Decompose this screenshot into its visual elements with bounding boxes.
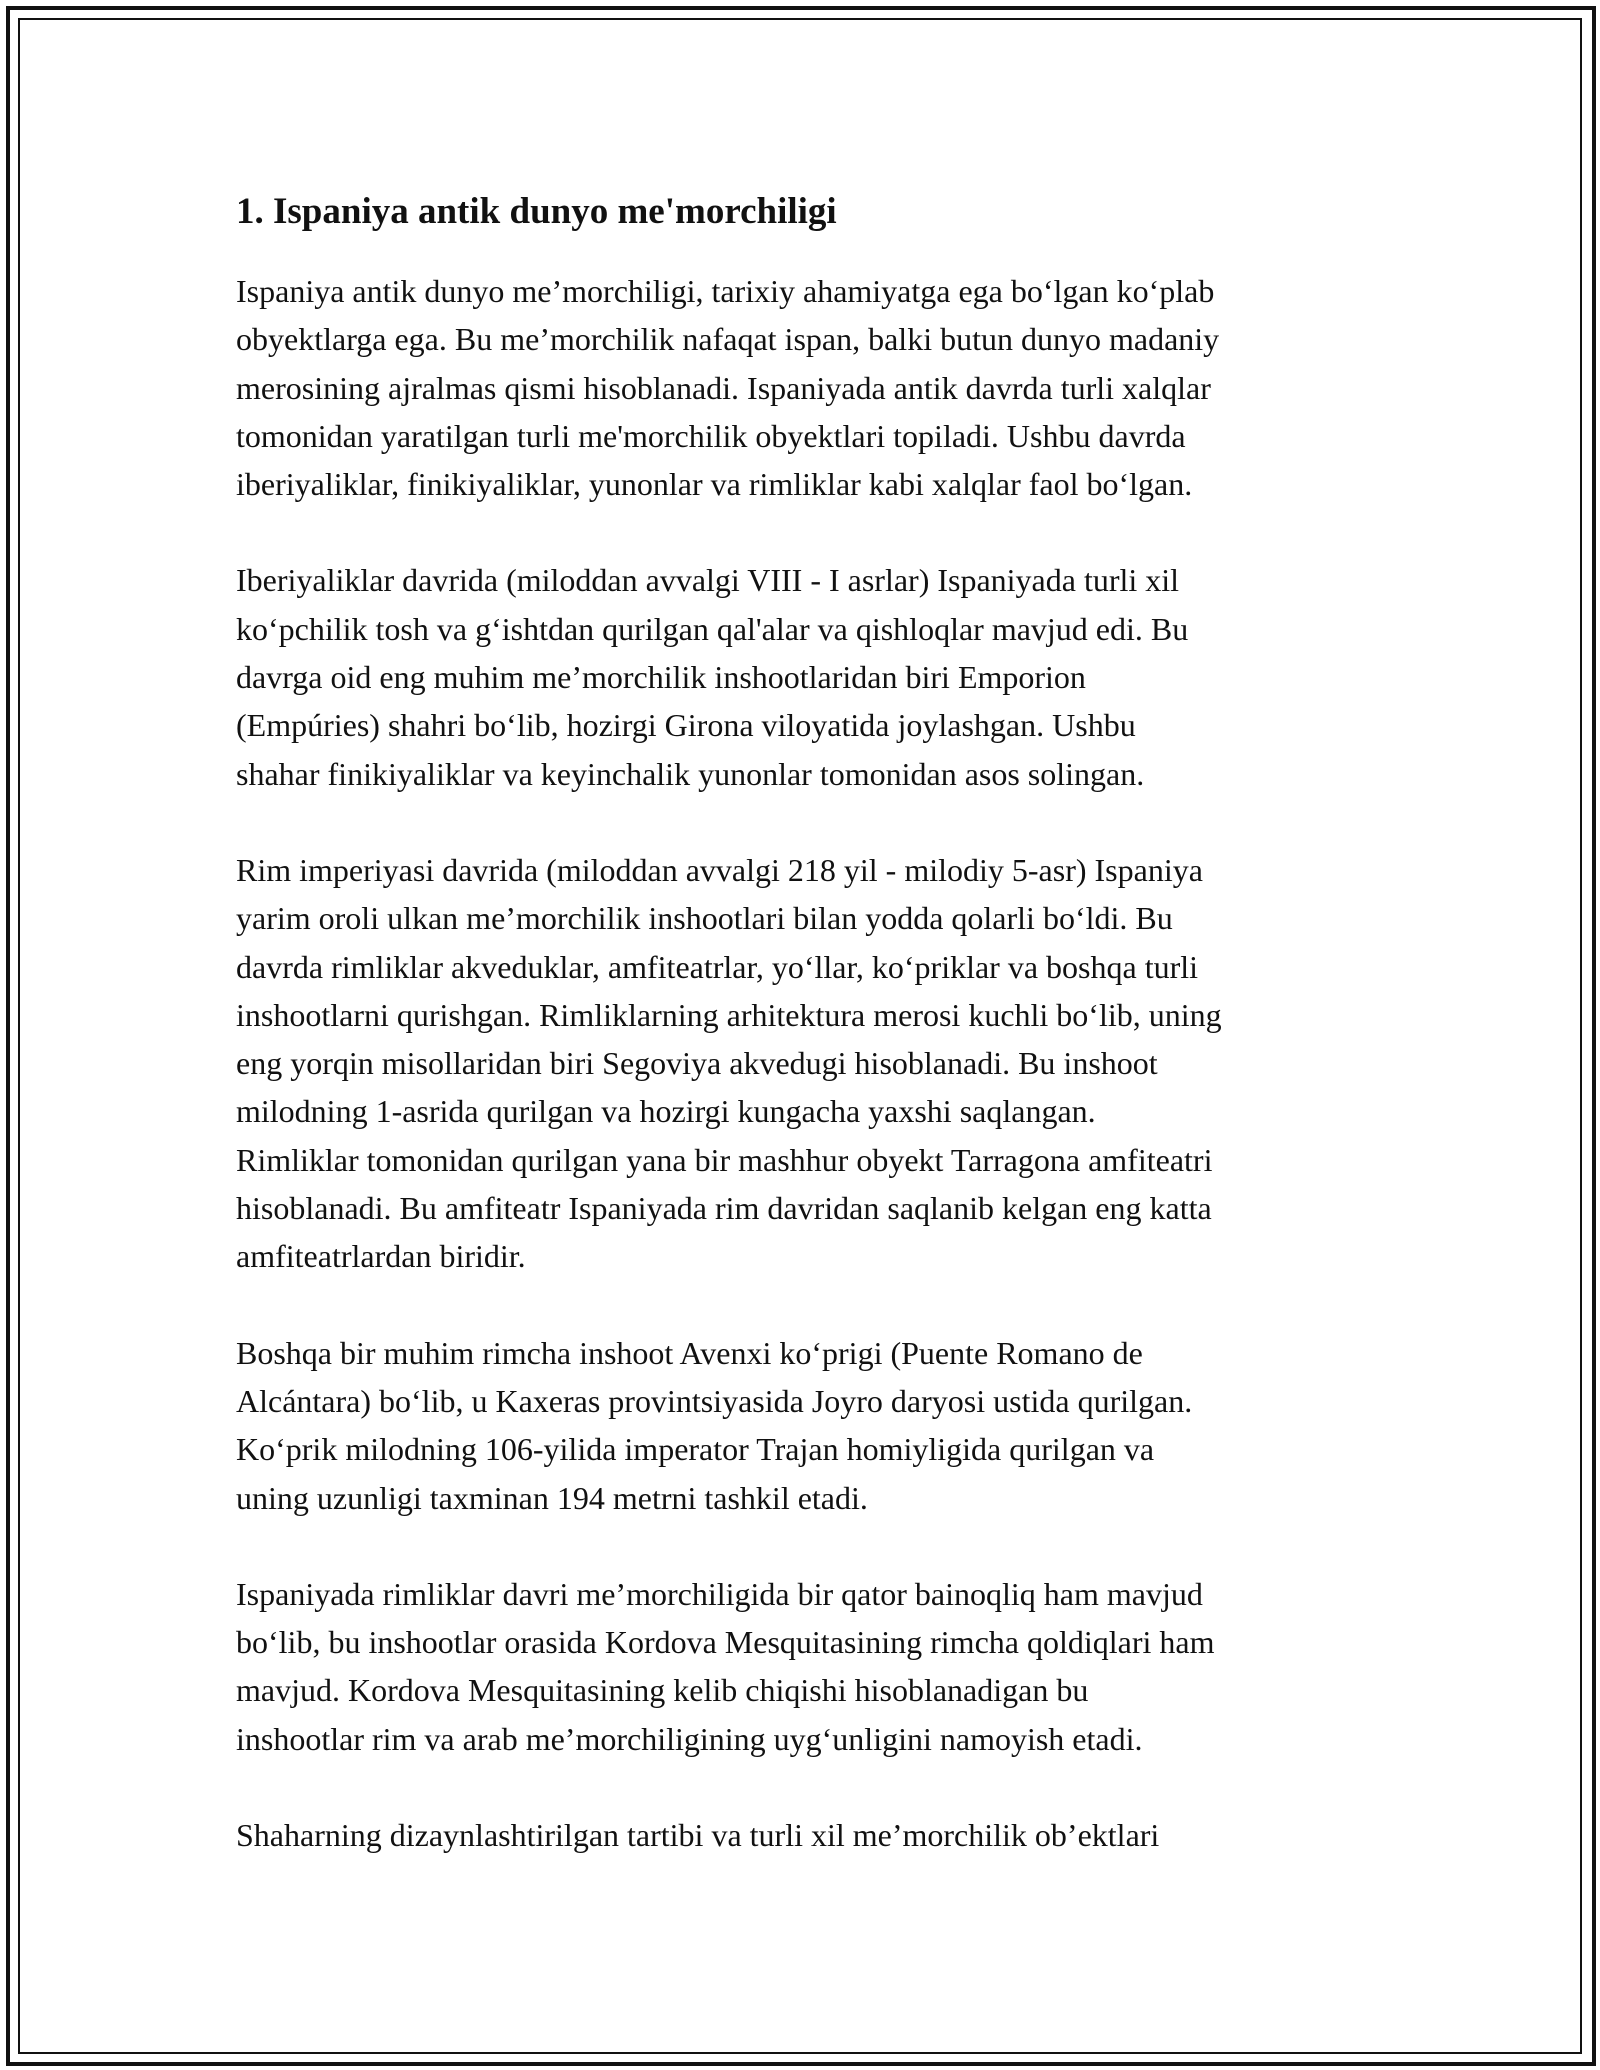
document-body (236, 185, 1376, 1907)
text-line: (Empúries) shahri bo‘lib, hozirgi Girona viloyatida joylashgan. Ushbu (236, 707, 1136, 744)
section-title: 1. Ispaniya antik dunyo me'morchiligi (236, 191, 837, 232)
text-line: Ispaniyada rimliklar davri me’morchiligida bir qator bainoqliq ham mavjud (236, 1575, 1203, 1612)
text-line: milodning 1-asrida qurilgan va hozirgi kungacha yaxshi saqlangan. (236, 1093, 1096, 1130)
text-line: eng yorqin misollaridan biri Segoviya akvedugi hisoblanadi. Bu inshoot (236, 1045, 1158, 1082)
text-line: ko‘pchilik tosh va g‘ishtdan qurilgan qal'alar va qishloqlar mavjud edi. Bu (236, 610, 1189, 647)
text-line: yarim oroli ulkan me’morchilik inshootlari bilan yodda qolarli bo‘ldi. Bu (236, 900, 1173, 937)
text-line: davrda rimliklar akveduklar, amfiteatrlar, yo‘llar, ko‘priklar va boshqa turli (236, 948, 1199, 985)
text-line: Ko‘prik milodning 106-yilida imperator Trajan homiyligida qurilgan va (236, 1431, 1155, 1468)
paragraph-3 (236, 846, 1376, 1281)
paragraph-2 (236, 556, 1376, 797)
text-line: iberiyaliklar, finikiyaliklar, yunonlar va rimliklar kabi xalqlar faol bo‘lgan. (236, 466, 1193, 503)
paragraph-6 (236, 1811, 1376, 1859)
paragraph-4 (236, 1329, 1376, 1522)
text-line: amfiteatrlardan biridir. (236, 1238, 526, 1275)
text-line: inshootlarni qurishgan. Rimliklarning arhitektura merosi kuchli bo‘lib, uning (236, 996, 1222, 1033)
text-line: mavjud. Kordova Mesquitasining kelib chiqishi hisoblanadigan bu (236, 1672, 1089, 1709)
text-line: merosining ajralmas qismi hisoblanadi. Ispaniyada antik davrda turli xalqlar (236, 369, 1211, 406)
text-line: Rimliklar tomonidan qurilgan yana bir mashhur obyekt Tarragona amfiteatri (236, 1141, 1213, 1178)
text-line: obyektlarga ega. Bu me’morchilik nafaqat ispan, balki butun dunyo madaniy (236, 321, 1220, 358)
text-line: Rim imperiyasi davrida (miloddan avvalgi 218 yil - milodiy 5-asr) Ispaniya (236, 851, 1203, 888)
text-line: hisoblanadi. Bu amfiteatr Ispaniyada rim davridan saqlanib kelgan eng katta (236, 1190, 1212, 1227)
text-line: Boshqa bir muhim rimcha inshoot Avenxi ko‘prigi (Puente Romano de (236, 1334, 1143, 1371)
paragraph-1 (236, 267, 1376, 508)
text-line: Alcántara) bo‘lib, u Kaxeras provintsiyasida Joyro daryosi ustida qurilgan. (236, 1382, 1193, 1419)
paragraph-5 (236, 1570, 1376, 1763)
text-line: Ispaniya antik dunyo me’morchiligi, tarixiy ahamiyatga ega bo‘lgan ko‘plab (236, 273, 1215, 309)
text-line: bo‘lib, bu inshootlar orasida Kordova Mesquitasining rimcha qoldiqlari ham (236, 1624, 1215, 1661)
text-line: Iberiyaliklar davrida (miloddan avvalgi VIII - I asrlar) Ispaniyada turli xil (236, 562, 1180, 599)
text-line: shahar finikiyaliklar va keyinchalik yunonlar tomonidan asos solingan. (236, 755, 1145, 792)
text-line: Shaharning dizaynlashtirilgan tartibi va turli xil me’morchilik ob’ektlari (236, 1817, 1160, 1854)
text-line: davrga oid eng muhim me’morchilik inshootlaridan biri Emporion (236, 659, 1086, 696)
text-line: inshootlar rim va arab me’morchiligining uyg‘unligini namoyish etadi. (236, 1720, 1143, 1757)
text-line: tomonidan yaratilgan turli me'morchilik obyektlari topiladi. Ushbu davrda (236, 417, 1186, 454)
text-line: uning uzunligi taxminan 194 metrni tashkil etadi. (236, 1479, 868, 1516)
